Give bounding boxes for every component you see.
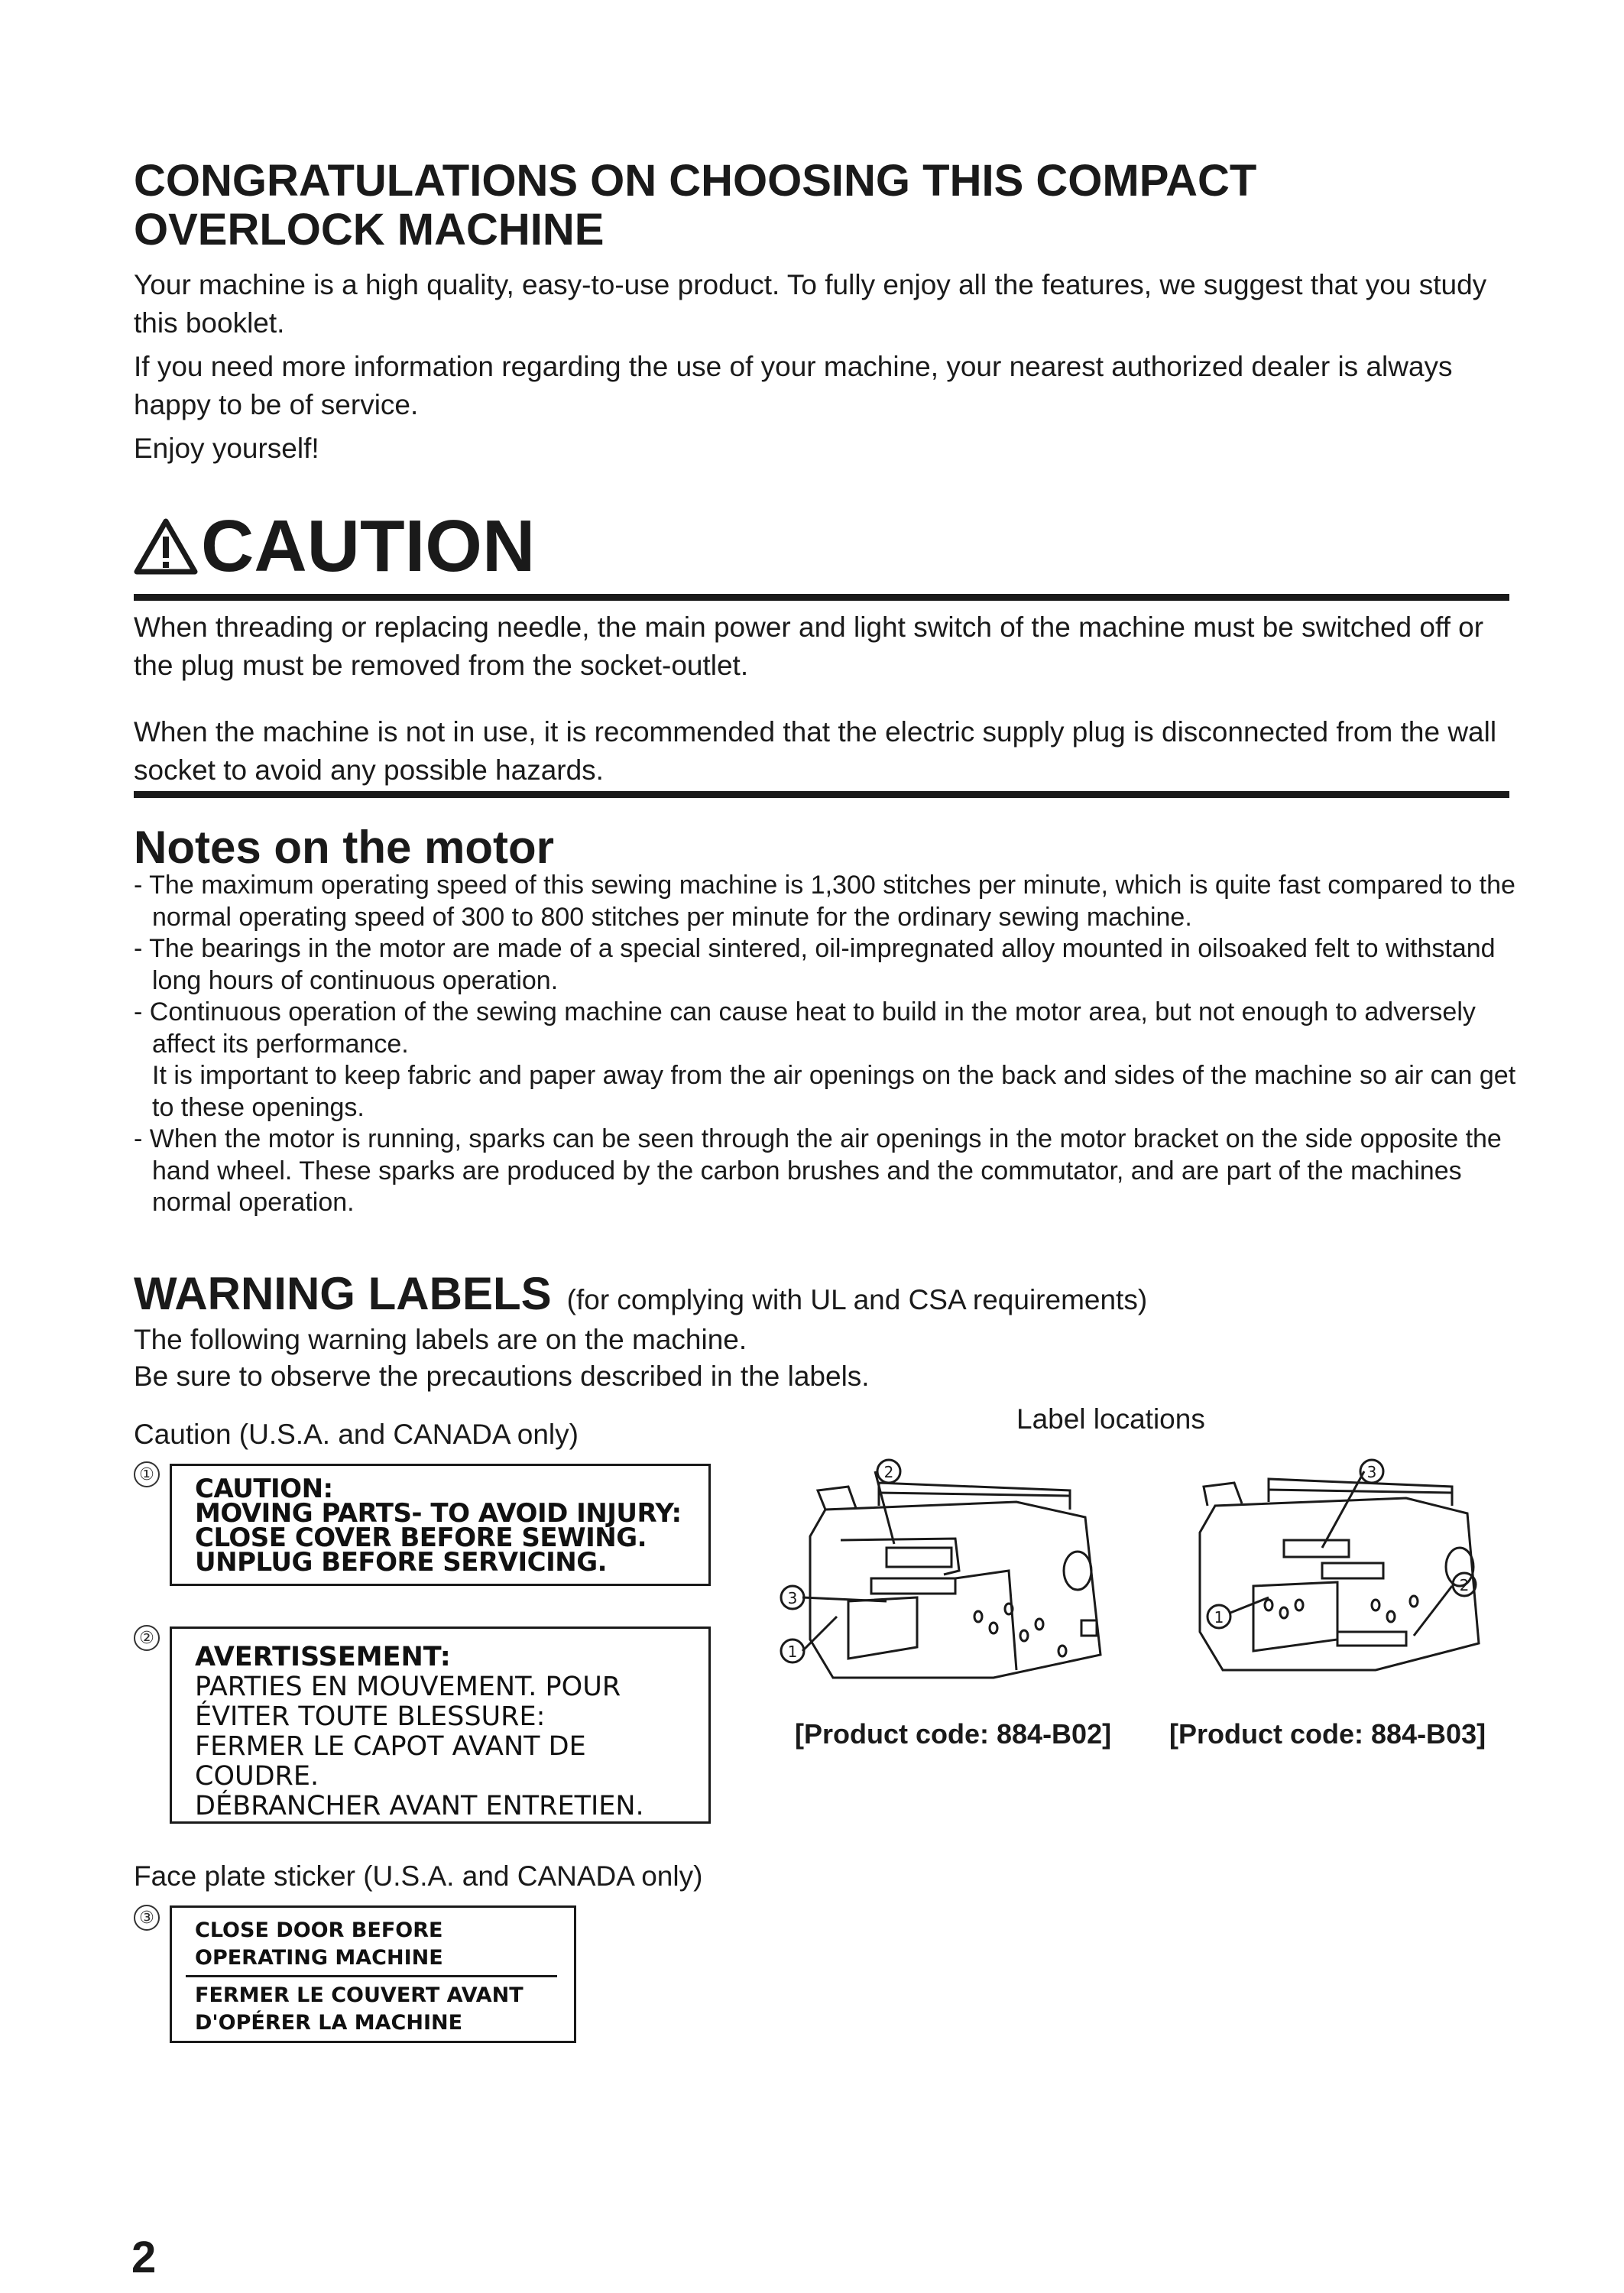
list-item-continuation: It is important to keep fabric and paper away from the air openings on the back and sides of the machine so air can get to these openings. xyxy=(152,1061,1516,1122)
list-item: - Continuous operation of the sewing machine can cause heat to build in the motor area, but not enough to adversely affect its performance. xyxy=(134,997,1476,1059)
label-line: D'OPÉRER LA MACHINE xyxy=(195,2011,463,2035)
label-line: FERMER LE COUVERT AVANT xyxy=(195,1983,524,2007)
label-line: ÉVITER TOUTE BLESSURE: xyxy=(195,1701,546,1732)
title-line-1: CONGRATULATIONS ON CHOOSING THIS COMPACT xyxy=(134,156,1257,206)
caution-top-rule xyxy=(134,594,1509,601)
list-item: - The bearings in the motor are made of a special sintered, oil-impregnated alloy mounted in oilsoaked felt to withstand long hours of continuous operation. xyxy=(134,934,1496,995)
list-item: - The maximum operating speed of this sewing machine is 1,300 stitches per minute, which is quite fast compared to the normal operating speed of 300 to 800 stitches per minute for the ordinary sewing machine. xyxy=(134,871,1515,932)
sticker-divider xyxy=(186,1975,557,1977)
label-line: FERMER LE CAPOT AVANT DE xyxy=(195,1731,586,1762)
sticker-french xyxy=(172,1982,574,2037)
label-line: CLOSE COVER BEFORE SEWING. xyxy=(195,1523,647,1553)
machine-diagram-884-b02 xyxy=(764,1448,1131,1708)
label-line: DÉBRANCHER AVANT ENTRETIEN. xyxy=(195,1791,644,1821)
product-code-884-b03: [Product code: 884-B03] xyxy=(1169,1718,1486,1750)
page-number: 2 xyxy=(131,2233,157,2282)
label-line: AVERTISSEMENT: xyxy=(195,1642,451,1672)
caution-title: CAUTION xyxy=(201,505,536,587)
motor-notes-list xyxy=(134,870,1517,1219)
label-locations-caption: Label locations xyxy=(1016,1403,1205,1435)
label-line: PARTIES EN MOUVEMENT. POUR xyxy=(195,1672,621,1702)
warning-line-1: The following warning labels are on the machine. xyxy=(134,1324,747,1355)
intro-paragraph-3: Enjoy yourself! xyxy=(134,433,319,464)
title-line-2: OVERLOCK MACHINE xyxy=(134,205,605,255)
intro-paragraph-1: Your machine is a high quality, easy-to-use product. To fully enjoy all the features, we suggest that you study this booklet. xyxy=(134,269,1487,339)
label-line: UNPLUG BEFORE SERVICING. xyxy=(195,1547,608,1578)
svg-text:3: 3 xyxy=(787,1589,798,1607)
warning-labels-heading xyxy=(134,1269,1147,1319)
sticker-english xyxy=(172,1908,574,1972)
svg-text:1: 1 xyxy=(1214,1608,1224,1627)
label-line: CAUTION: xyxy=(195,1474,333,1504)
marker-1: ① xyxy=(134,1461,160,1487)
face-plate-sticker xyxy=(170,1905,576,2043)
caution-caption: Caution (U.S.A. and CANADA only) xyxy=(134,1419,579,1450)
face-plate-caption: Face plate sticker (U.S.A. and CANADA only) xyxy=(134,1860,703,1892)
warning-line-2: Be sure to observe the precautions described in the labels. xyxy=(134,1361,870,1392)
label-line: OPERATING MACHINE xyxy=(195,1946,443,1970)
marker-2: ② xyxy=(134,1625,160,1651)
label-line: COUDRE. xyxy=(195,1761,319,1792)
page-title xyxy=(134,157,1509,255)
caution-bottom-rule xyxy=(134,791,1509,798)
warning-triangle-icon xyxy=(134,518,198,575)
svg-text:3: 3 xyxy=(1366,1463,1377,1481)
label-line: MOVING PARTS- TO AVOID INJURY: xyxy=(195,1498,682,1529)
caution-heading xyxy=(134,504,535,589)
warning-labels-title: WARNING LABELS xyxy=(134,1268,552,1319)
caution-label-french xyxy=(170,1627,711,1824)
svg-text:2: 2 xyxy=(883,1463,894,1481)
intro-paragraph-2: If you need more information regarding the use of your machine, your nearest authorized dealer is always happy to be of service. xyxy=(134,351,1453,420)
caution-paragraph-2: When the machine is not in use, it is recommended that the electric supply plug is disconnected from the wall socket to avoid any possible hazards. xyxy=(134,716,1497,786)
svg-text:2: 2 xyxy=(1459,1576,1470,1594)
svg-text:1: 1 xyxy=(787,1643,798,1661)
motor-heading: Notes on the motor xyxy=(134,822,554,873)
label-line: CLOSE DOOR BEFORE xyxy=(195,1918,443,1942)
product-code-884-b02: [Product code: 884-B02] xyxy=(795,1718,1112,1750)
warning-labels-subtitle: (for complying with UL and CSA requirements) xyxy=(566,1284,1148,1315)
caution-label-english xyxy=(170,1464,711,1586)
caution-paragraph-1: When threading or replacing needle, the main power and light switch of the machine must be switched off or the plug must be removed from the socket-outlet. xyxy=(134,611,1484,681)
list-item: - When the motor is running, sparks can be seen through the air openings in the motor bracket on the side opposite the hand wheel. These sparks are produced by the carbon brushes and the commutator, and are part of the machines normal operation. xyxy=(134,1124,1502,1217)
machine-diagram-884-b03 xyxy=(1162,1448,1513,1701)
marker-3: ③ xyxy=(134,1905,160,1931)
